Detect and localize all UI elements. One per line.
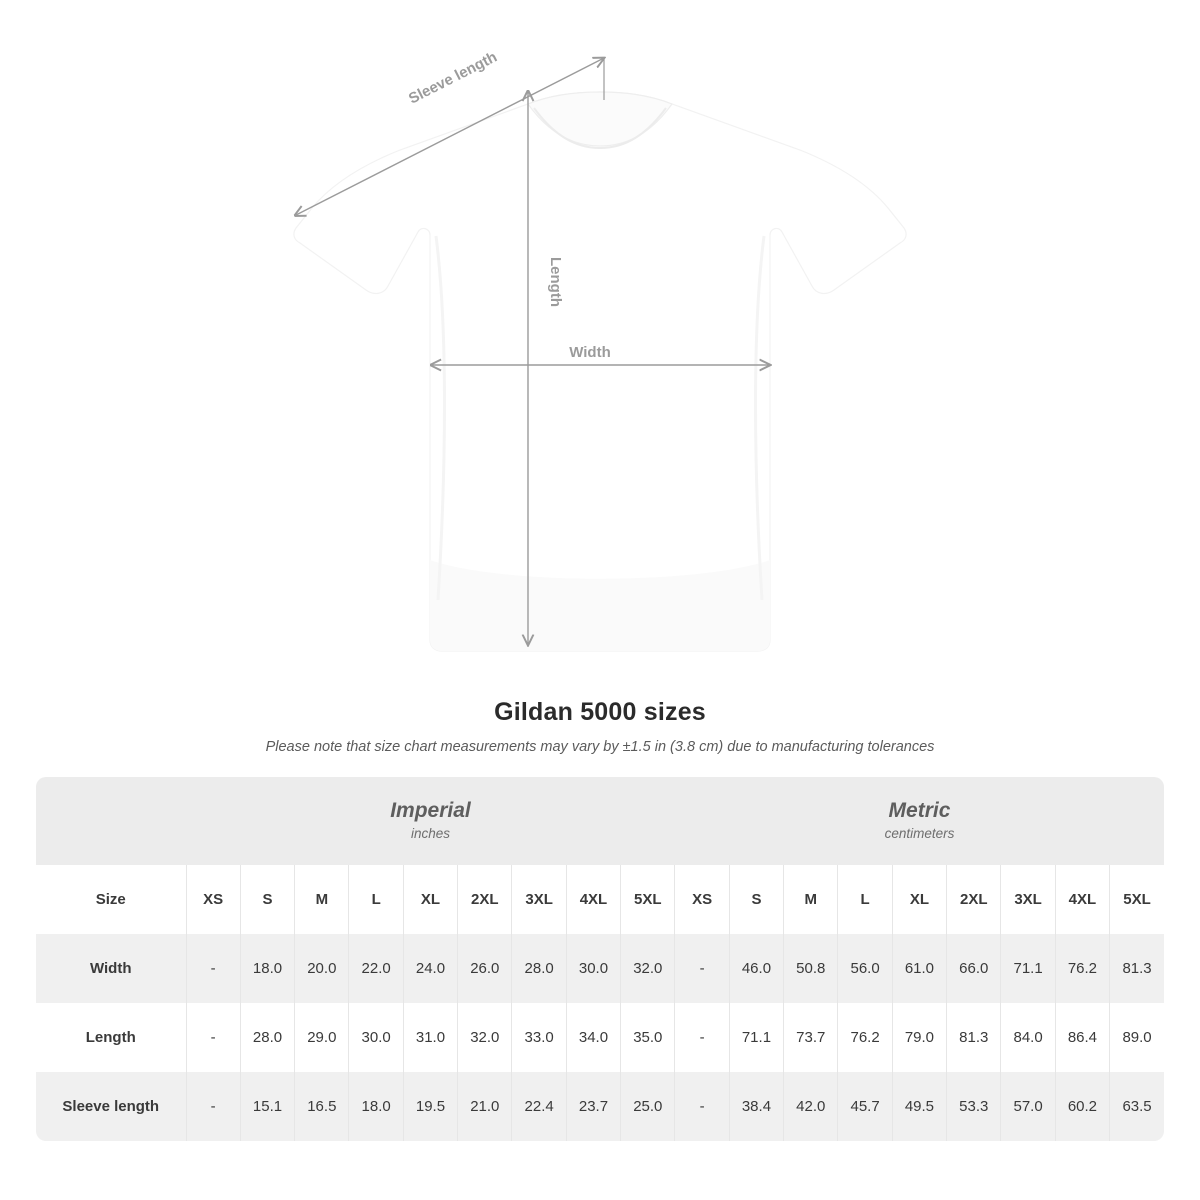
cell-sleeve-metric-2xl: 53.3 xyxy=(947,1072,1001,1141)
cell-width-metric-m: 50.8 xyxy=(784,934,838,1003)
cell-width-metric-s: 46.0 xyxy=(729,934,783,1003)
cell-sleeve-metric-l: 45.7 xyxy=(838,1072,892,1141)
cell-length-imperial-xl: 31.0 xyxy=(403,1003,457,1072)
cell-length-imperial-3xl: 33.0 xyxy=(512,1003,566,1072)
page-title: Gildan 5000 sizes xyxy=(494,698,706,726)
size-header-imperial-s: S xyxy=(240,865,294,934)
size-header-row xyxy=(36,865,1164,934)
row-label-width: Width xyxy=(36,934,186,1003)
cell-length-metric-xs: - xyxy=(675,1003,729,1072)
tshirt-shape xyxy=(294,92,906,651)
sleeve-length-label: Sleeve length xyxy=(406,48,500,108)
cell-width-imperial-xl: 24.0 xyxy=(403,934,457,1003)
cell-sleeve-metric-5xl: 63.5 xyxy=(1110,1072,1164,1141)
cell-length-imperial-s: 28.0 xyxy=(240,1003,294,1072)
cell-sleeve-imperial-4xl: 23.7 xyxy=(566,1072,620,1141)
unit-header-spacer xyxy=(36,777,186,865)
tolerance-note: Please note that size chart measurements may vary by ±1.5 in (3.8 cm) due to manufacturing tolerances xyxy=(265,739,935,755)
cell-length-imperial-2xl: 32.0 xyxy=(458,1003,512,1072)
cell-width-imperial-3xl: 28.0 xyxy=(512,934,566,1003)
size-header-imperial-xl: XL xyxy=(403,865,457,934)
cell-sleeve-metric-3xl: 57.0 xyxy=(1001,1072,1055,1141)
unit-sub-imperial: inches xyxy=(410,826,450,842)
size-header-imperial-4xl: 4XL xyxy=(566,865,620,934)
cell-width-imperial-5xl: 32.0 xyxy=(621,934,675,1003)
unit-header-row xyxy=(36,777,1164,865)
title-block xyxy=(0,698,1200,755)
cell-width-metric-l: 56.0 xyxy=(838,934,892,1003)
size-header-imperial-3xl: 3XL xyxy=(512,865,566,934)
cell-sleeve-imperial-3xl: 22.4 xyxy=(512,1072,566,1141)
size-header-imperial-m: M xyxy=(295,865,349,934)
cell-length-metric-l: 76.2 xyxy=(838,1003,892,1072)
unit-header-imperial xyxy=(186,777,675,865)
cell-sleeve-imperial-xl: 19.5 xyxy=(403,1072,457,1141)
cell-length-metric-2xl: 81.3 xyxy=(947,1003,1001,1072)
cell-width-imperial-2xl: 26.0 xyxy=(458,934,512,1003)
cell-width-metric-xl: 61.0 xyxy=(892,934,946,1003)
size-header-metric-4xl: 4XL xyxy=(1055,865,1109,934)
size-header-imperial-xs: XS xyxy=(186,865,240,934)
cell-width-imperial-xs: - xyxy=(186,934,240,1003)
cell-sleeve-imperial-s: 15.1 xyxy=(240,1072,294,1141)
cell-width-imperial-l: 22.0 xyxy=(349,934,403,1003)
cell-width-imperial-s: 18.0 xyxy=(240,934,294,1003)
size-header-metric-3xl: 3XL xyxy=(1001,865,1055,934)
cell-length-imperial-m: 29.0 xyxy=(295,1003,349,1072)
size-table xyxy=(36,777,1164,1141)
size-header-metric-xs: XS xyxy=(675,865,729,934)
cell-sleeve-metric-4xl: 60.2 xyxy=(1055,1072,1109,1141)
cell-width-imperial-m: 20.0 xyxy=(295,934,349,1003)
unit-header-metric xyxy=(675,777,1164,865)
row-label-length: Length xyxy=(36,1003,186,1072)
cell-width-metric-4xl: 76.2 xyxy=(1055,934,1109,1003)
size-header-metric-s: S xyxy=(729,865,783,934)
size-header-imperial-2xl: 2XL xyxy=(458,865,512,934)
cell-length-imperial-5xl: 35.0 xyxy=(621,1003,675,1072)
cell-sleeve-metric-s: 38.4 xyxy=(729,1072,783,1141)
cell-width-metric-5xl: 81.3 xyxy=(1110,934,1164,1003)
cell-length-metric-3xl: 84.0 xyxy=(1001,1003,1055,1072)
cell-length-metric-xl: 79.0 xyxy=(892,1003,946,1072)
cell-length-metric-5xl: 89.0 xyxy=(1110,1003,1164,1072)
cell-width-metric-3xl: 71.1 xyxy=(1001,934,1055,1003)
unit-sub-metric: centimeters xyxy=(884,826,955,842)
size-header-metric-5xl: 5XL xyxy=(1110,865,1164,934)
size-header-metric-2xl: 2XL xyxy=(947,865,1001,934)
cell-length-imperial-l: 30.0 xyxy=(349,1003,403,1072)
cell-width-imperial-4xl: 30.0 xyxy=(566,934,620,1003)
cell-length-metric-m: 73.7 xyxy=(784,1003,838,1072)
cell-width-metric-xs: - xyxy=(675,934,729,1003)
size-header-metric-m: M xyxy=(784,865,838,934)
table-row xyxy=(36,934,1164,1003)
length-label: Length xyxy=(547,257,564,307)
cell-width-metric-2xl: 66.0 xyxy=(947,934,1001,1003)
cell-sleeve-metric-xl: 49.5 xyxy=(892,1072,946,1141)
cell-length-imperial-xs: - xyxy=(186,1003,240,1072)
cell-length-metric-4xl: 86.4 xyxy=(1055,1003,1109,1072)
cell-sleeve-metric-m: 42.0 xyxy=(784,1072,838,1141)
unit-name-imperial: Imperial xyxy=(390,799,471,823)
table-row xyxy=(36,1003,1164,1072)
cell-sleeve-imperial-xs: - xyxy=(186,1072,240,1141)
cell-sleeve-imperial-2xl: 21.0 xyxy=(458,1072,512,1141)
size-header-metric-xl: XL xyxy=(892,865,946,934)
cell-sleeve-imperial-l: 18.0 xyxy=(349,1072,403,1141)
cell-length-metric-s: 71.1 xyxy=(729,1003,783,1072)
size-header-metric-l: L xyxy=(838,865,892,934)
size-header-imperial-5xl: 5XL xyxy=(621,865,675,934)
row-label-sleeve-length: Sleeve length xyxy=(36,1072,186,1141)
width-label: Width xyxy=(569,344,611,361)
size-header-imperial-l: L xyxy=(349,865,403,934)
unit-name-metric: Metric xyxy=(888,799,951,823)
cell-sleeve-metric-xs: - xyxy=(675,1072,729,1141)
cell-sleeve-imperial-m: 16.5 xyxy=(295,1072,349,1141)
table-row xyxy=(36,1072,1164,1141)
cell-length-imperial-4xl: 34.0 xyxy=(566,1003,620,1072)
size-header-label: Size xyxy=(36,865,186,934)
cell-sleeve-imperial-5xl: 25.0 xyxy=(621,1072,675,1141)
size-table-wrapper xyxy=(36,777,1164,1141)
